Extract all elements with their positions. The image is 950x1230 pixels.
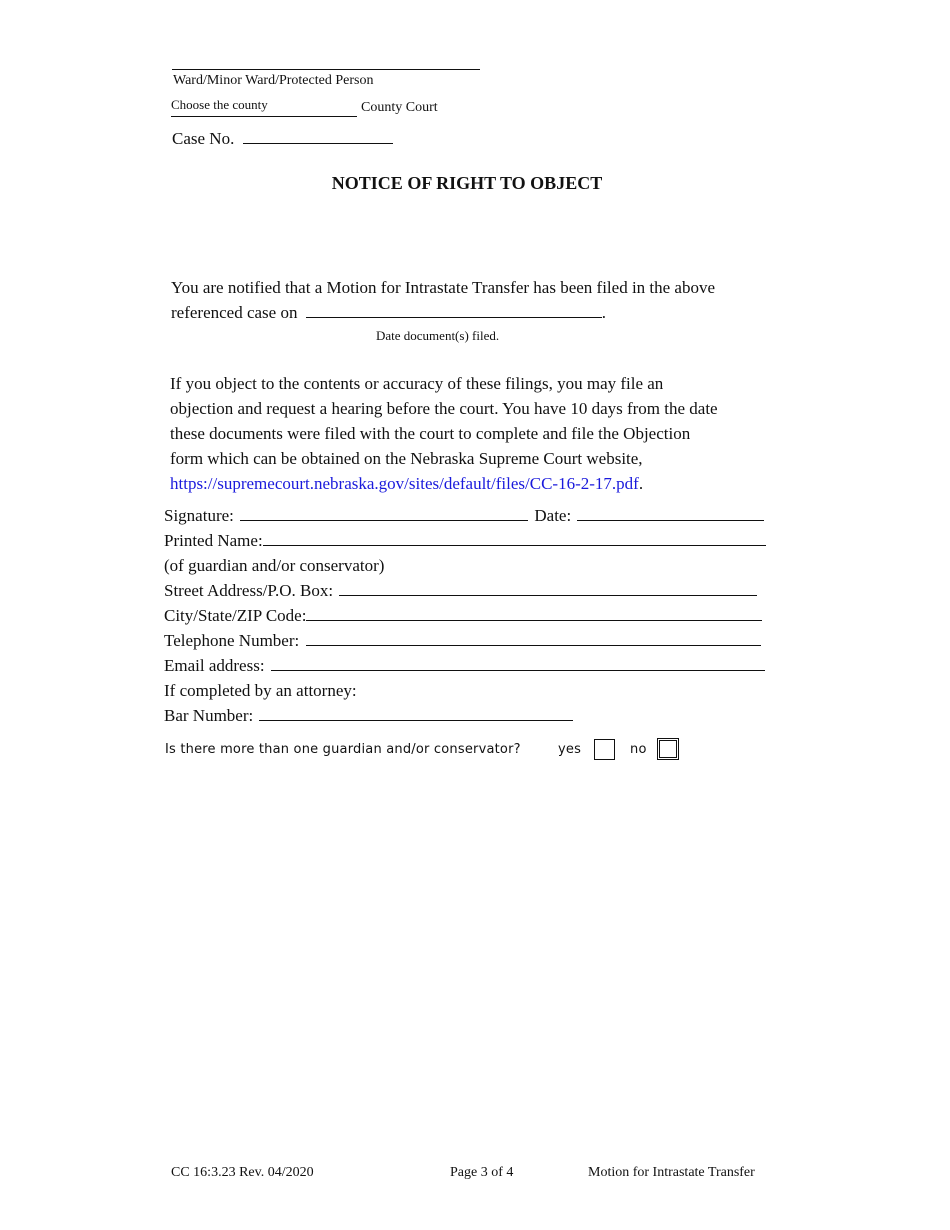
case-number-field[interactable]	[243, 126, 393, 144]
objection-line-2: objection and request a hearing before the court. You have 10 days from the date	[170, 399, 718, 418]
ward-name-line[interactable]	[172, 69, 480, 70]
date-label: Date:	[534, 506, 572, 525]
bar-number-label: Bar Number:	[164, 706, 254, 725]
bar-number-field[interactable]	[259, 703, 573, 721]
objection-link-row	[170, 471, 643, 496]
printed-name-note: (of guardian and/or conservator)	[164, 556, 385, 575]
notice-line-2-suffix: .	[601, 303, 606, 322]
email-label: Email address:	[164, 656, 265, 675]
objection-form-link[interactable]: https://supremecourt.nebraska.gov/sites/default/files/CC-16-2-17.pdf	[170, 474, 639, 493]
printed-name-row	[164, 528, 766, 553]
yes-checkbox[interactable]	[594, 739, 615, 760]
telephone-label: Telephone Number:	[164, 631, 300, 650]
yes-label: yes	[558, 742, 582, 757]
email-row	[164, 653, 765, 678]
notice-line-1: You are notified that a Motion for Intrastate Transfer has been filed in the above	[171, 278, 716, 297]
telephone-field[interactable]	[306, 628, 761, 646]
attorney-note: If completed by an attorney:	[164, 681, 357, 700]
guardian-question: Is there more than one guardian and/or conservator?	[165, 742, 521, 757]
objection-line-1: If you object to the contents or accuracy of these filings, you may file an	[170, 374, 664, 393]
signature-label: Signature:	[164, 506, 234, 525]
county-court-label: County Court	[361, 100, 438, 115]
date-caption: Date document(s) filed.	[376, 328, 500, 343]
street-field[interactable]	[339, 578, 757, 596]
notice-line-2	[171, 300, 606, 325]
no-checkbox[interactable]	[657, 738, 679, 760]
signature-row	[164, 503, 764, 528]
objection-line-3: these documents were filed with the court to complete and file the Objection	[170, 424, 691, 443]
email-field[interactable]	[271, 653, 765, 671]
objection-link-suffix: .	[638, 474, 644, 493]
city-label: City/State/ZIP Code:	[164, 606, 307, 625]
ward-label: Ward/Minor Ward/Protected Person	[173, 73, 374, 88]
date-field[interactable]	[577, 503, 764, 521]
footer-form-title: Motion for Intrastate Transfer	[588, 1165, 755, 1180]
footer-page-number: Page 3 of 4	[450, 1165, 514, 1180]
signature-field[interactable]	[240, 503, 528, 521]
notice-line-2-prefix: referenced case on	[171, 303, 298, 322]
printed-name-field[interactable]	[263, 528, 766, 546]
city-field[interactable]	[306, 603, 762, 621]
telephone-row	[164, 628, 761, 653]
filing-date-field[interactable]	[306, 300, 602, 318]
street-label: Street Address/P.O. Box:	[164, 581, 334, 600]
footer-form-id: CC 16:3.23 Rev. 04/2020	[171, 1165, 314, 1180]
street-row	[164, 578, 757, 603]
no-label: no	[630, 742, 647, 757]
page-title: NOTICE OF RIGHT TO OBJECT	[331, 173, 603, 193]
bar-number-row	[164, 703, 573, 728]
case-no-label: Case No.	[172, 129, 235, 148]
objection-line-4: form which can be obtained on the Nebraska Supreme Court website,	[170, 449, 643, 468]
case-number-row	[172, 126, 393, 149]
city-row	[164, 603, 762, 628]
county-select[interactable]	[171, 96, 357, 117]
printed-name-label: Printed Name:	[164, 531, 263, 550]
county-placeholder: Choose the county	[171, 97, 268, 112]
